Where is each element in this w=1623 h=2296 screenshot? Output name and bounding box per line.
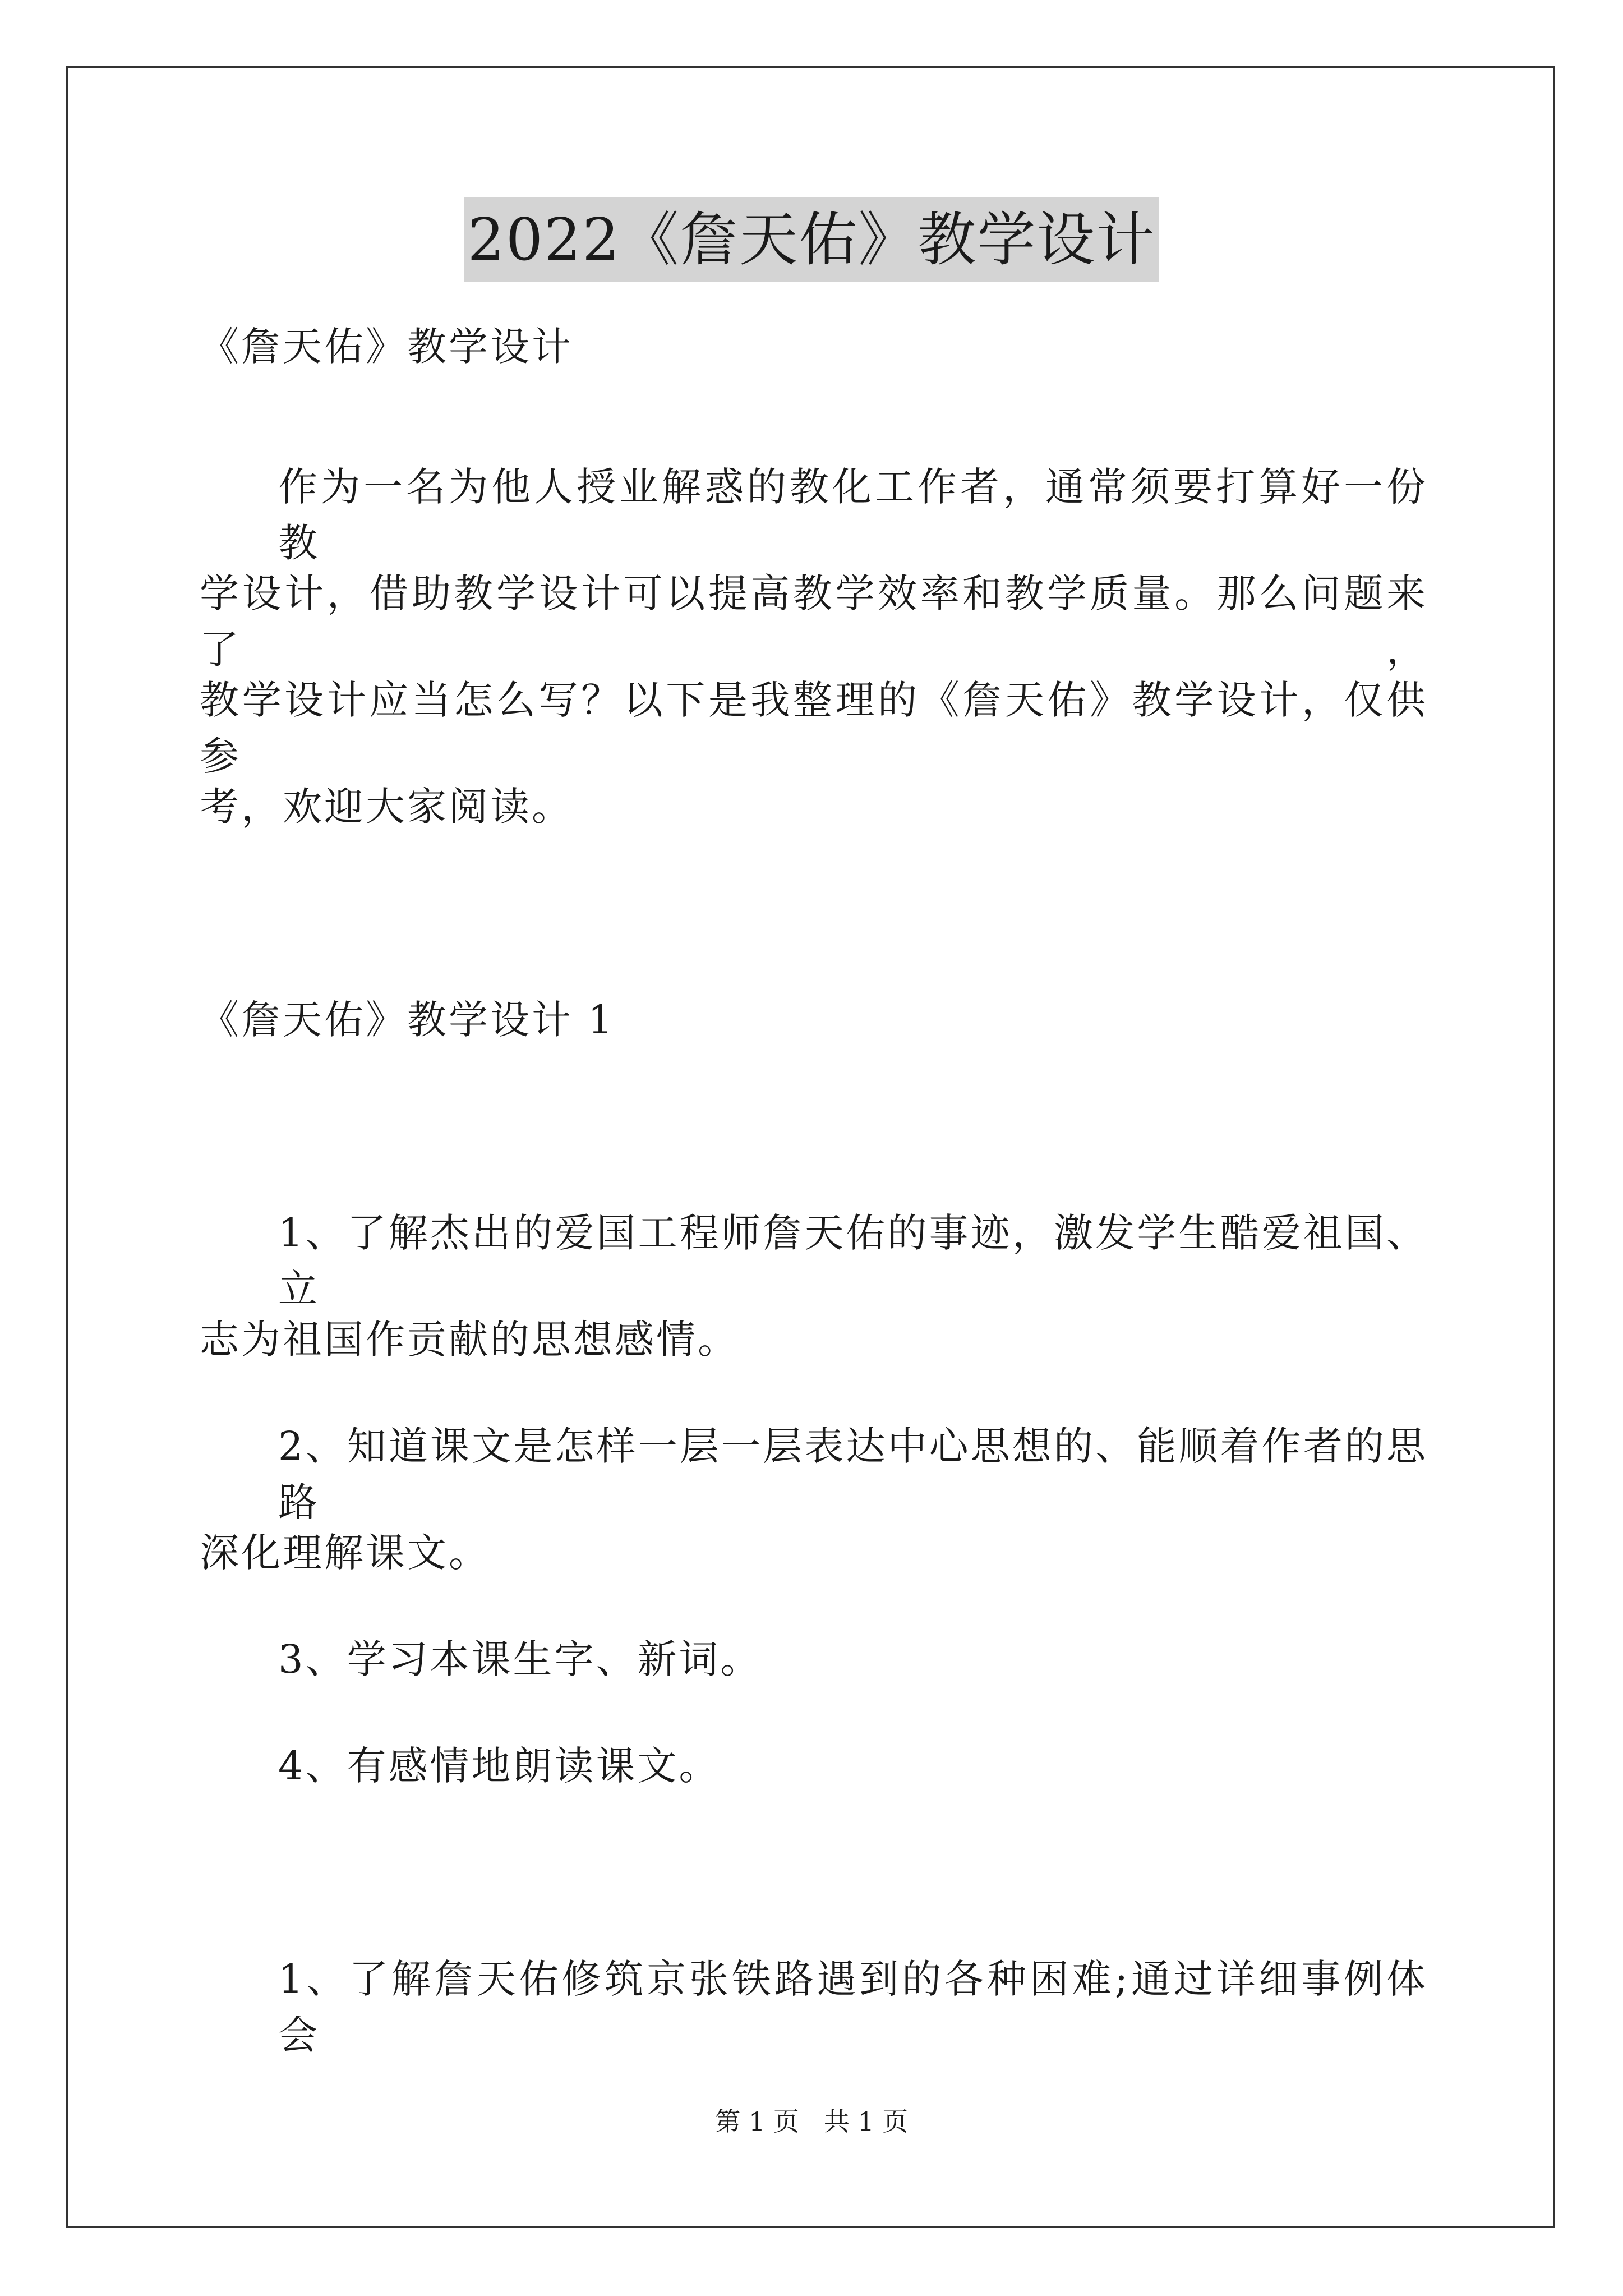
- subtitle-line: 《詹天佑》教学设计: [200, 324, 573, 370]
- paragraph-line: 4、有感情地朗读课文。: [278, 1743, 721, 1789]
- document-title: 2022《詹天佑》教学设计: [464, 197, 1159, 282]
- paragraph-line: 深化理解课文。: [200, 1530, 490, 1576]
- paragraph-line: 1、了解詹天佑修筑京张铁路遇到的各种困难;通过详细事例体会: [278, 1956, 1428, 2058]
- title-container: [0, 197, 1623, 282]
- paragraph-line: 学设计，借助教学设计可以提高教学效率和教学质量。那么问题来了，: [200, 570, 1428, 673]
- paragraph-line: 1、了解杰出的爱国工程师詹天佑的事迹，激发学生酷爱祖国、立: [278, 1210, 1428, 1312]
- page-border: [66, 66, 1555, 2228]
- section-heading: 《詹天佑》教学设计 1: [200, 997, 615, 1043]
- paragraph-line: 教学设计应当怎么写？以下是我整理的《詹天佑》教学设计，仅供参: [200, 677, 1428, 779]
- paragraph-line: 2、知道课文是怎样一层一层表达中心思想的、能顺着作者的思路: [278, 1423, 1428, 1525]
- page-footer: 第 1 页 共 1 页: [714, 2106, 909, 2137]
- paragraph-line: 作为一名为他人授业解惑的教化工作者，通常须要打算好一份教: [278, 464, 1428, 566]
- paragraph-line: 考，欢迎大家阅读。: [200, 784, 573, 830]
- paragraph-line: 3、学习本课生字、新词。: [278, 1636, 762, 1682]
- paragraph-line: 志为祖国作贡献的思想感情。: [200, 1317, 739, 1363]
